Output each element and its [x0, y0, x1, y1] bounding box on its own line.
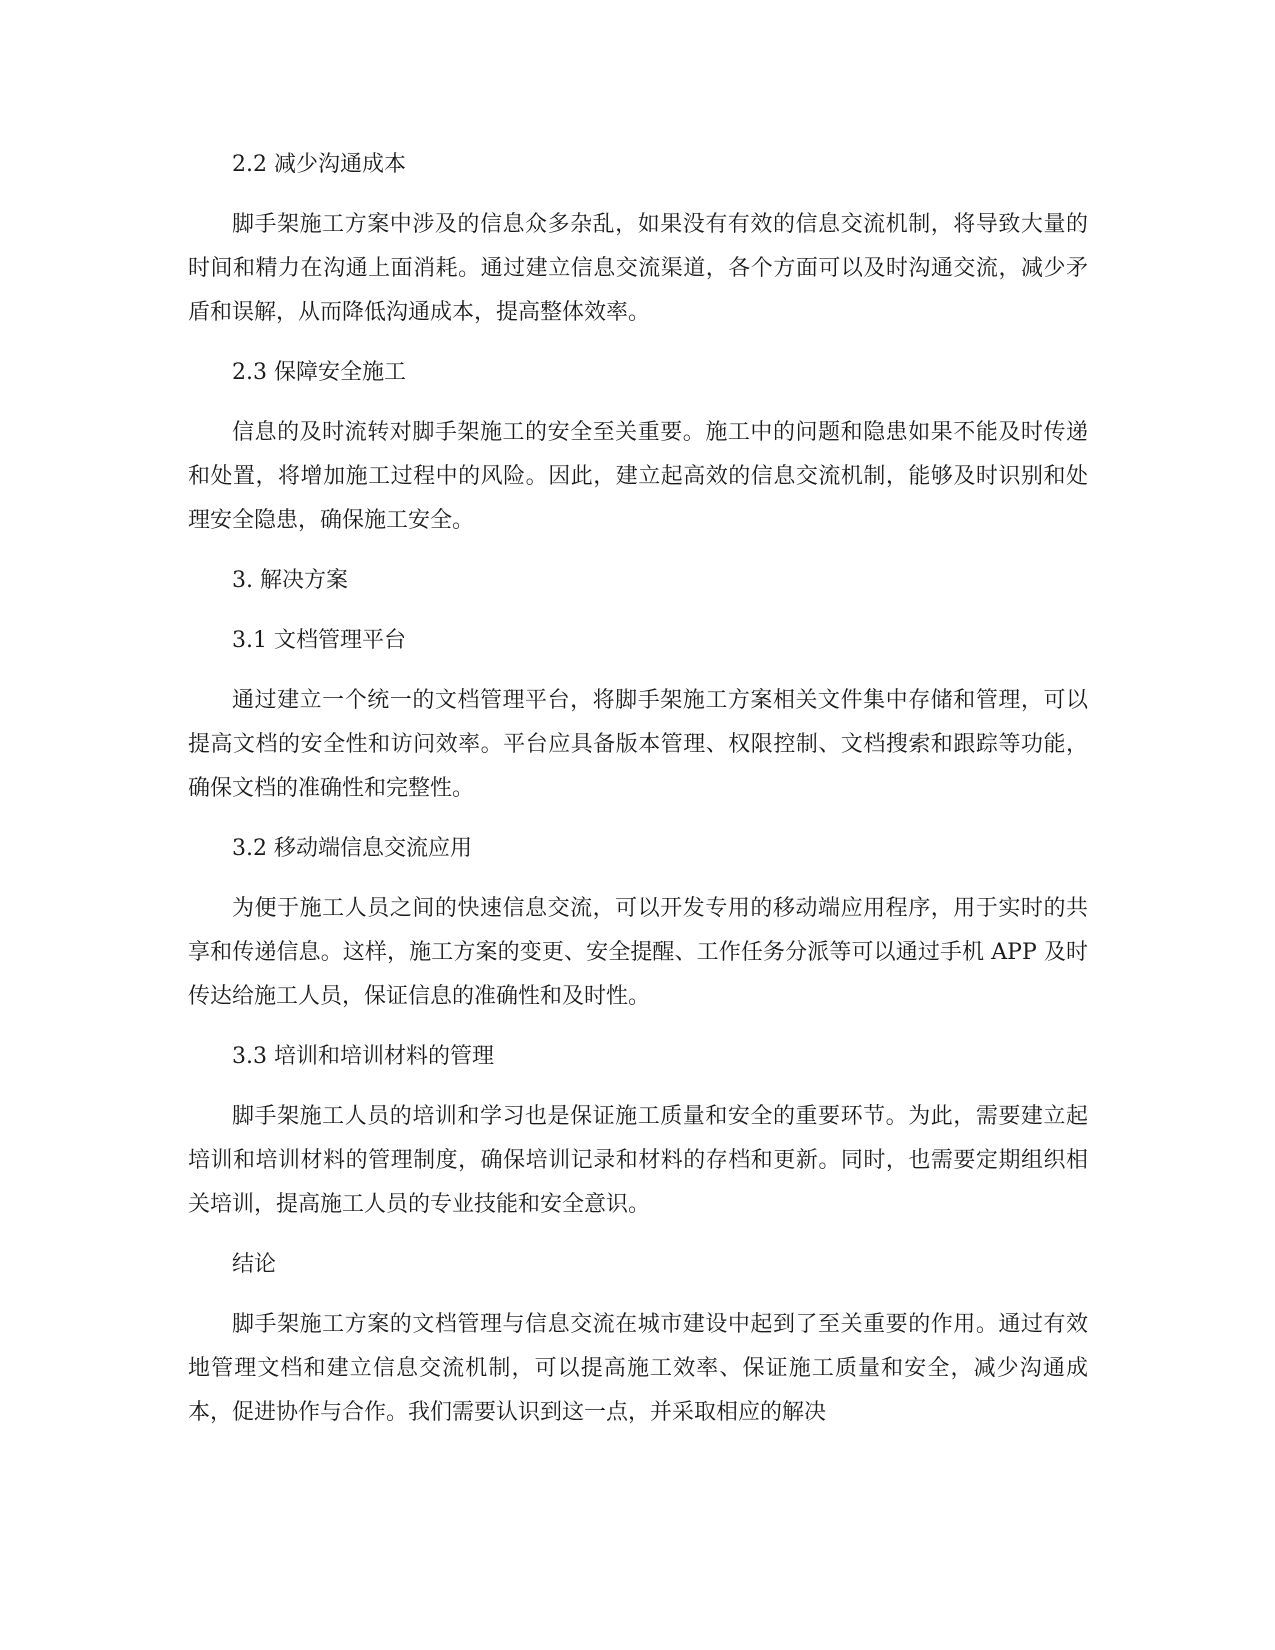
- paragraph: 脚手架施工方案的文档管理与信息交流在城市建设中起到了至关重要的作用。通过有效地管理文档和建立信息交流机制，可以提高施工效率、保证施工质量和安全，减少沟通成本，促进协作与合作。我们需要认识到这一点，并采取相应的解决: [188, 1312, 1088, 1425]
- section-heading-2-2: 2.2 减少沟通成本: [232, 152, 406, 177]
- paragraph: 脚手架施工方案中涉及的信息众多杂乱，如果没有有效的信息交流机制，将导致大量的时间和精力在沟通上面消耗。通过建立信息交流渠道，各个方面可以及时沟通交流，减少矛盾和误解，从而降低沟通成本，提高整体效率。: [188, 212, 1088, 325]
- paragraph: 信息的及时流转对脚手架施工的安全至关重要。施工中的问题和隐患如果不能及时传递和处置，将增加施工过程中的风险。因此，建立起高效的信息交流机制，能够及时识别和处理安全隐患，确保施工安全。: [188, 420, 1088, 533]
- section-heading-3-1: 3.1 文档管理平台: [232, 628, 406, 653]
- paragraph: 脚手架施工人员的培训和学习也是保证施工质量和安全的重要环节。为此，需要建立起培训和培训材料的管理制度，确保培训记录和材料的存档和更新。同时，也需要定期组织相关培训，提高施工人员的专业技能和安全意识。: [188, 1104, 1088, 1217]
- section-heading-2-3: 2.3 保障安全施工: [232, 360, 406, 385]
- paragraph: 为便于施工人员之间的快速信息交流，可以开发专用的移动端应用程序，用于实时的共享和传递信息。这样，施工方案的变更、安全提醒、工作任务分派等可以通过手机 APP 及时传达给施工人员，保证信息的准确性和及时性。: [188, 896, 1088, 1009]
- paragraph: 通过建立一个统一的文档管理平台，将脚手架施工方案相关文件集中存储和管理，可以提高文档的安全性和访问效率。平台应具备版本管理、权限控制、文档搜索和跟踪等功能，确保文档的准确性和完整性。: [188, 688, 1088, 801]
- section-heading-3-2: 3.2 移动端信息交流应用: [232, 836, 472, 861]
- section-heading-3: 3. 解决方案: [232, 568, 348, 593]
- document-body: [188, 143, 1088, 1451]
- section-heading-conclusion: 结论: [232, 1252, 277, 1277]
- section-heading-3-3: 3.3 培训和培训材料的管理: [232, 1044, 494, 1069]
